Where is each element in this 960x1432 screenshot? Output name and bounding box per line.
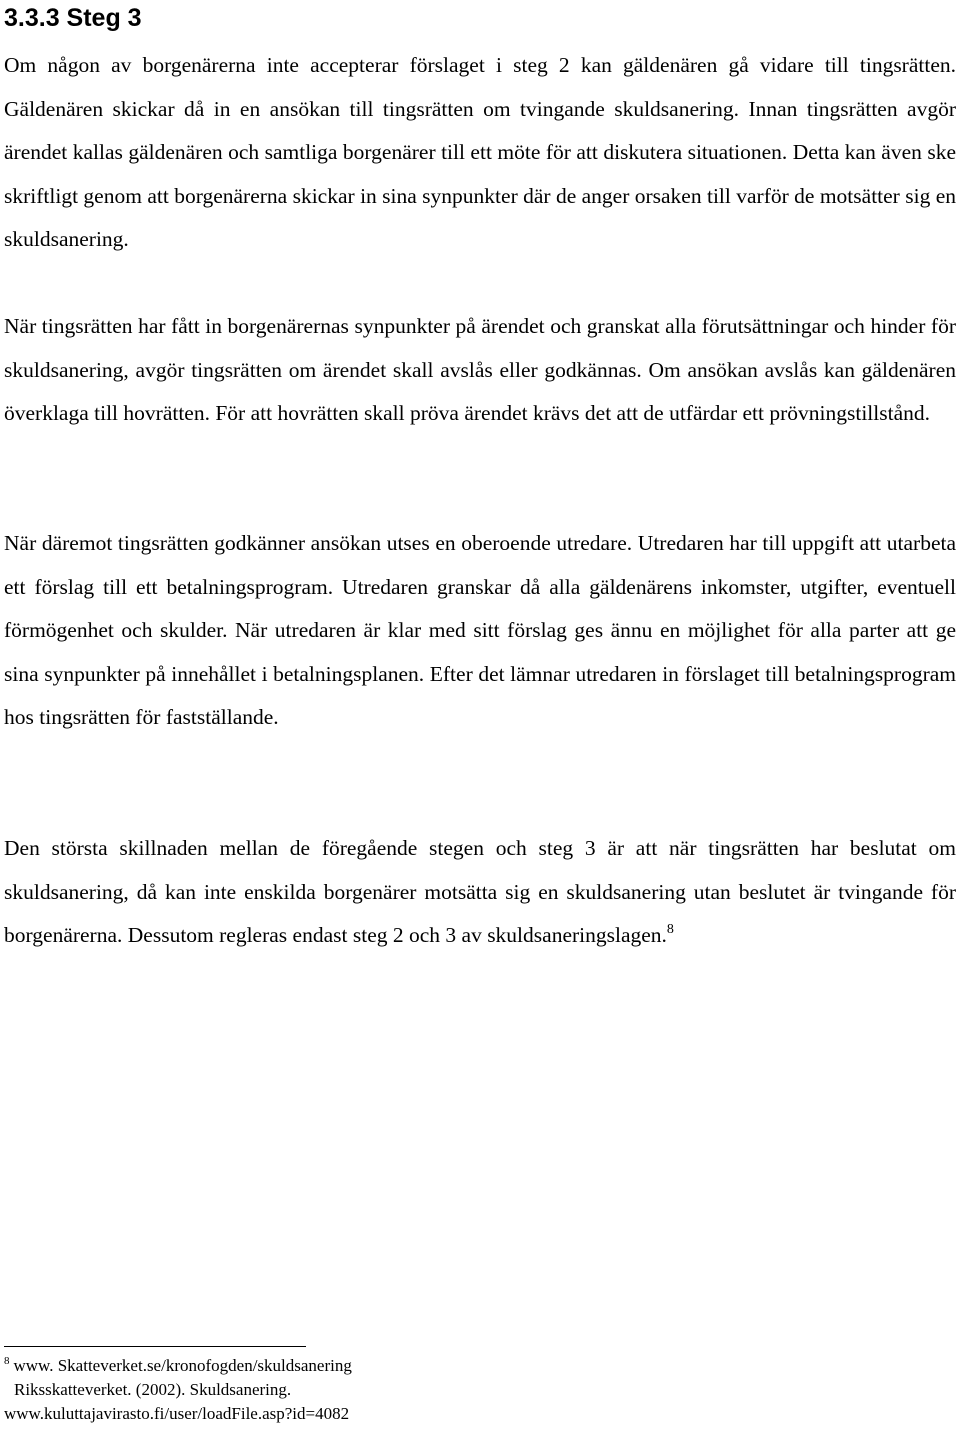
footnote-reference[interactable]: 8 <box>666 922 674 937</box>
section-heading: 3.3.3 Steg 3 <box>4 4 142 32</box>
paragraph-3: När däremot tingsrätten godkänner ansökan utses en oberoende utredare. Utredaren har till uppgift att utarbeta ett förslag till ett betalningsprogram. Utredaren granskar då alla gäldenärens inkomster, utgifter, eventuell förmögenhet och skulder. När utredaren är klar med sitt förslag ges ännu en möjlighet för alla parter att ge sina synpunkter på innehållet i betalningsplanen. Efter det lämnar utredaren in förslaget till betalningsprogram hos tingsrätten för fastställande. <box>4 531 956 729</box>
footnote-source-3: www.kuluttajavirasto.fi/user/loadFile.asp?id=4082 <box>4 1404 350 1423</box>
footnote-source-2: Riksskatteverket. (2002). Skuldsanering. <box>14 1380 292 1399</box>
footnote-source-1: www. Skatteverket.se/kronofogden/skuldsanering <box>13 1356 352 1375</box>
paragraph-4-text: Den största skillnaden mellan de föregående stegen och steg 3 är att när tingsrätten har beslutat om skuldsanering, då kan inte enskilda borgenärer motsätta sig en skuldsanering utan beslutet är tvingande för borgenärerna. Dessutom regleras endast steg 2 och 3 av skuldsaneringslagen. <box>4 836 956 947</box>
footnote <box>4 1354 704 1426</box>
paragraph-2: När tingsrätten har fått in borgenärernas synpunkter på ärendet och granskat alla förutsättningar och hinder för skuldsanering, avgör tingsrätten om ärendet skall avslås eller godkännas. Om ansökan avslås kan gäldenären överklaga till hovrätten. För att hovrätten skall pröva ärendet krävs det att de utfärdar ett prövningstillstånd. <box>4 314 956 425</box>
footnote-mark: 8 <box>4 1355 10 1367</box>
footnote-separator <box>4 1346 306 1347</box>
footnote-line-1 <box>4 1354 704 1378</box>
paragraph-4 <box>4 827 956 958</box>
paragraph-1: Om någon av borgenärerna inte accepterar förslaget i steg 2 kan gäldenären gå vidare till tingsrätten. Gäldenären skickar då in en ansökan till tingsrätten om tvingande skuldsanering. Innan tingsrätten avgör ärendet kallas gäldenären och samtliga borgenärer till ett möte för att diskutera situationen. Detta kan även ske skriftligt genom att borgenärerna skickar in sina synpunkter där de anger orsaken till varför de motsätter sig en skuldsanering. <box>4 53 956 251</box>
